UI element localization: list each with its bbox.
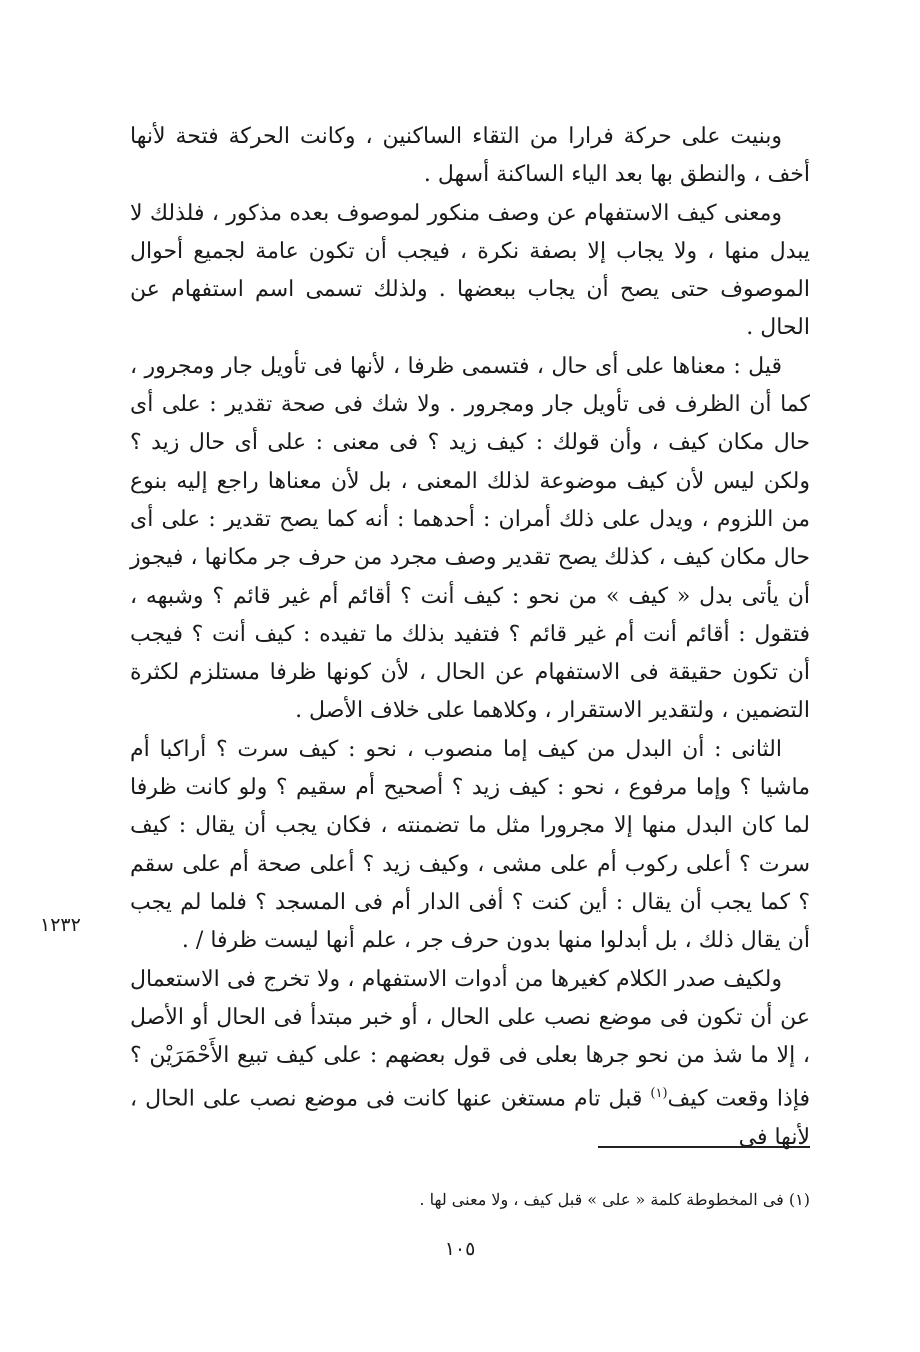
paragraph-5: [130, 961, 810, 1158]
paragraph-2: ومعنى كيف الاستفهام عن وصف منكور لموصوف بعده مذكور ، فلذلك لا يبدل منها ، ولا يجاب إلا بصفة نكرة ، فيجب أن تكون عامة لجميع أحوال الموصوف حتى يصح أن يجاب ببعضها . ولذلك تسمى اسم استفهام عن الحال .: [130, 200, 810, 341]
paragraph-3: قيل : معناها على أى حال ، فتسمى ظرفا ، لأنها فى تأويل جار ومجرور ، كما أن الظرف فى تأويل جار ومجرور . ولا شك فى صحة تقدير : على أى حال مكان كيف ، وأن قولك : كيف زيد ؟ فى معنى : على أى حال زيد ؟ ولكن ليس لأن كيف موضوعة لذلك المعنى ، بل لأن معناها راجع إليه بنوع من اللزوم ، ويدل على ذلك أمران : أحدهما : أنه كما يصح تقدير : على أى حال مكان كيف ، كذلك يصح تقدير وصف مجرد من حرف جر مكانها ، فيجوز أن يأتى بدل « كيف » من نحو : كيف أنت ؟ أقائم أم غير قائم ؟ وشبهه ، فتقول : أقائم أنت أم غير قائم ؟ فتفيد بذلك ما تفيده : كيف أنت ؟ فيجب أن تكون حقيقة فى الاستفهام عن الحال ، لأن كونها ظرفا مستلزم لكثرة التضمين ، ولتقدير الاستقرار ، وكلاهما على خلاف الأصل .: [130, 353, 810, 724]
manuscript-folio-number: ١٢٣٢: [40, 914, 81, 936]
footnote: (١) فى المخطوطة كلمة « على » قبل كيف ، ولا معنى لها .: [419, 1190, 810, 1209]
paragraph-4: الثانى : أن البدل من كيف إما منصوب ، نحو : كيف سرت ؟ أراكبا أم ماشيا ؟ وإما مرفوع ، نحو : كيف زيد ؟ أصحيح أم سقيم ؟ ولو كانت ظرفا لما كان البدل منها إلا مجرورا مثل ما تضمنته ، فكان يجب أن يقال : كيف سرت ؟ أعلى ركوب أم على مشى ، وكيف زيد ؟ أعلى صحة أم على سقم ؟ كما يجب أن يقال : أين كنت ؟ أفى الدار أم فى المسجد ؟ فلما لم يجب أن يقال ذلك ، بل أبدلوا منها بدون حرف جر ، علم أنها ليست ظرفا / .: [130, 736, 810, 954]
paragraph-5-tail: قبل تام مستغن عنها كانت فى موضع نصب على الحال ، لأنها فى: [130, 1086, 810, 1151]
footnote-divider: [598, 1146, 810, 1148]
main-text: [130, 118, 810, 1157]
paragraph-5-text: ولكيف صدر الكلام كغيرها من أدوات الاستفهام ، ولا تخرج فى الاستعمال عن أن تكون فى موضع نصب على الحال ، أو خبر مبتدأ فى الحال أو الأصل ، إلا ما شذ من نحو جرها بعلى فى قول بعضهم : على كيف تبيع الأَحْمَرَيْن ؟ فإذا وقعت كيف: [130, 966, 811, 1112]
paragraph-1: وبنيت على حركة فرارا من التقاء الساكنين ، وكانت الحركة فتحة لأنها أخف ، والنطق بها بعد الياء الساكنة أسهل .: [130, 124, 810, 188]
page-number: ١٠٥: [444, 1238, 476, 1260]
footnote-reference: (١): [650, 1086, 668, 1102]
